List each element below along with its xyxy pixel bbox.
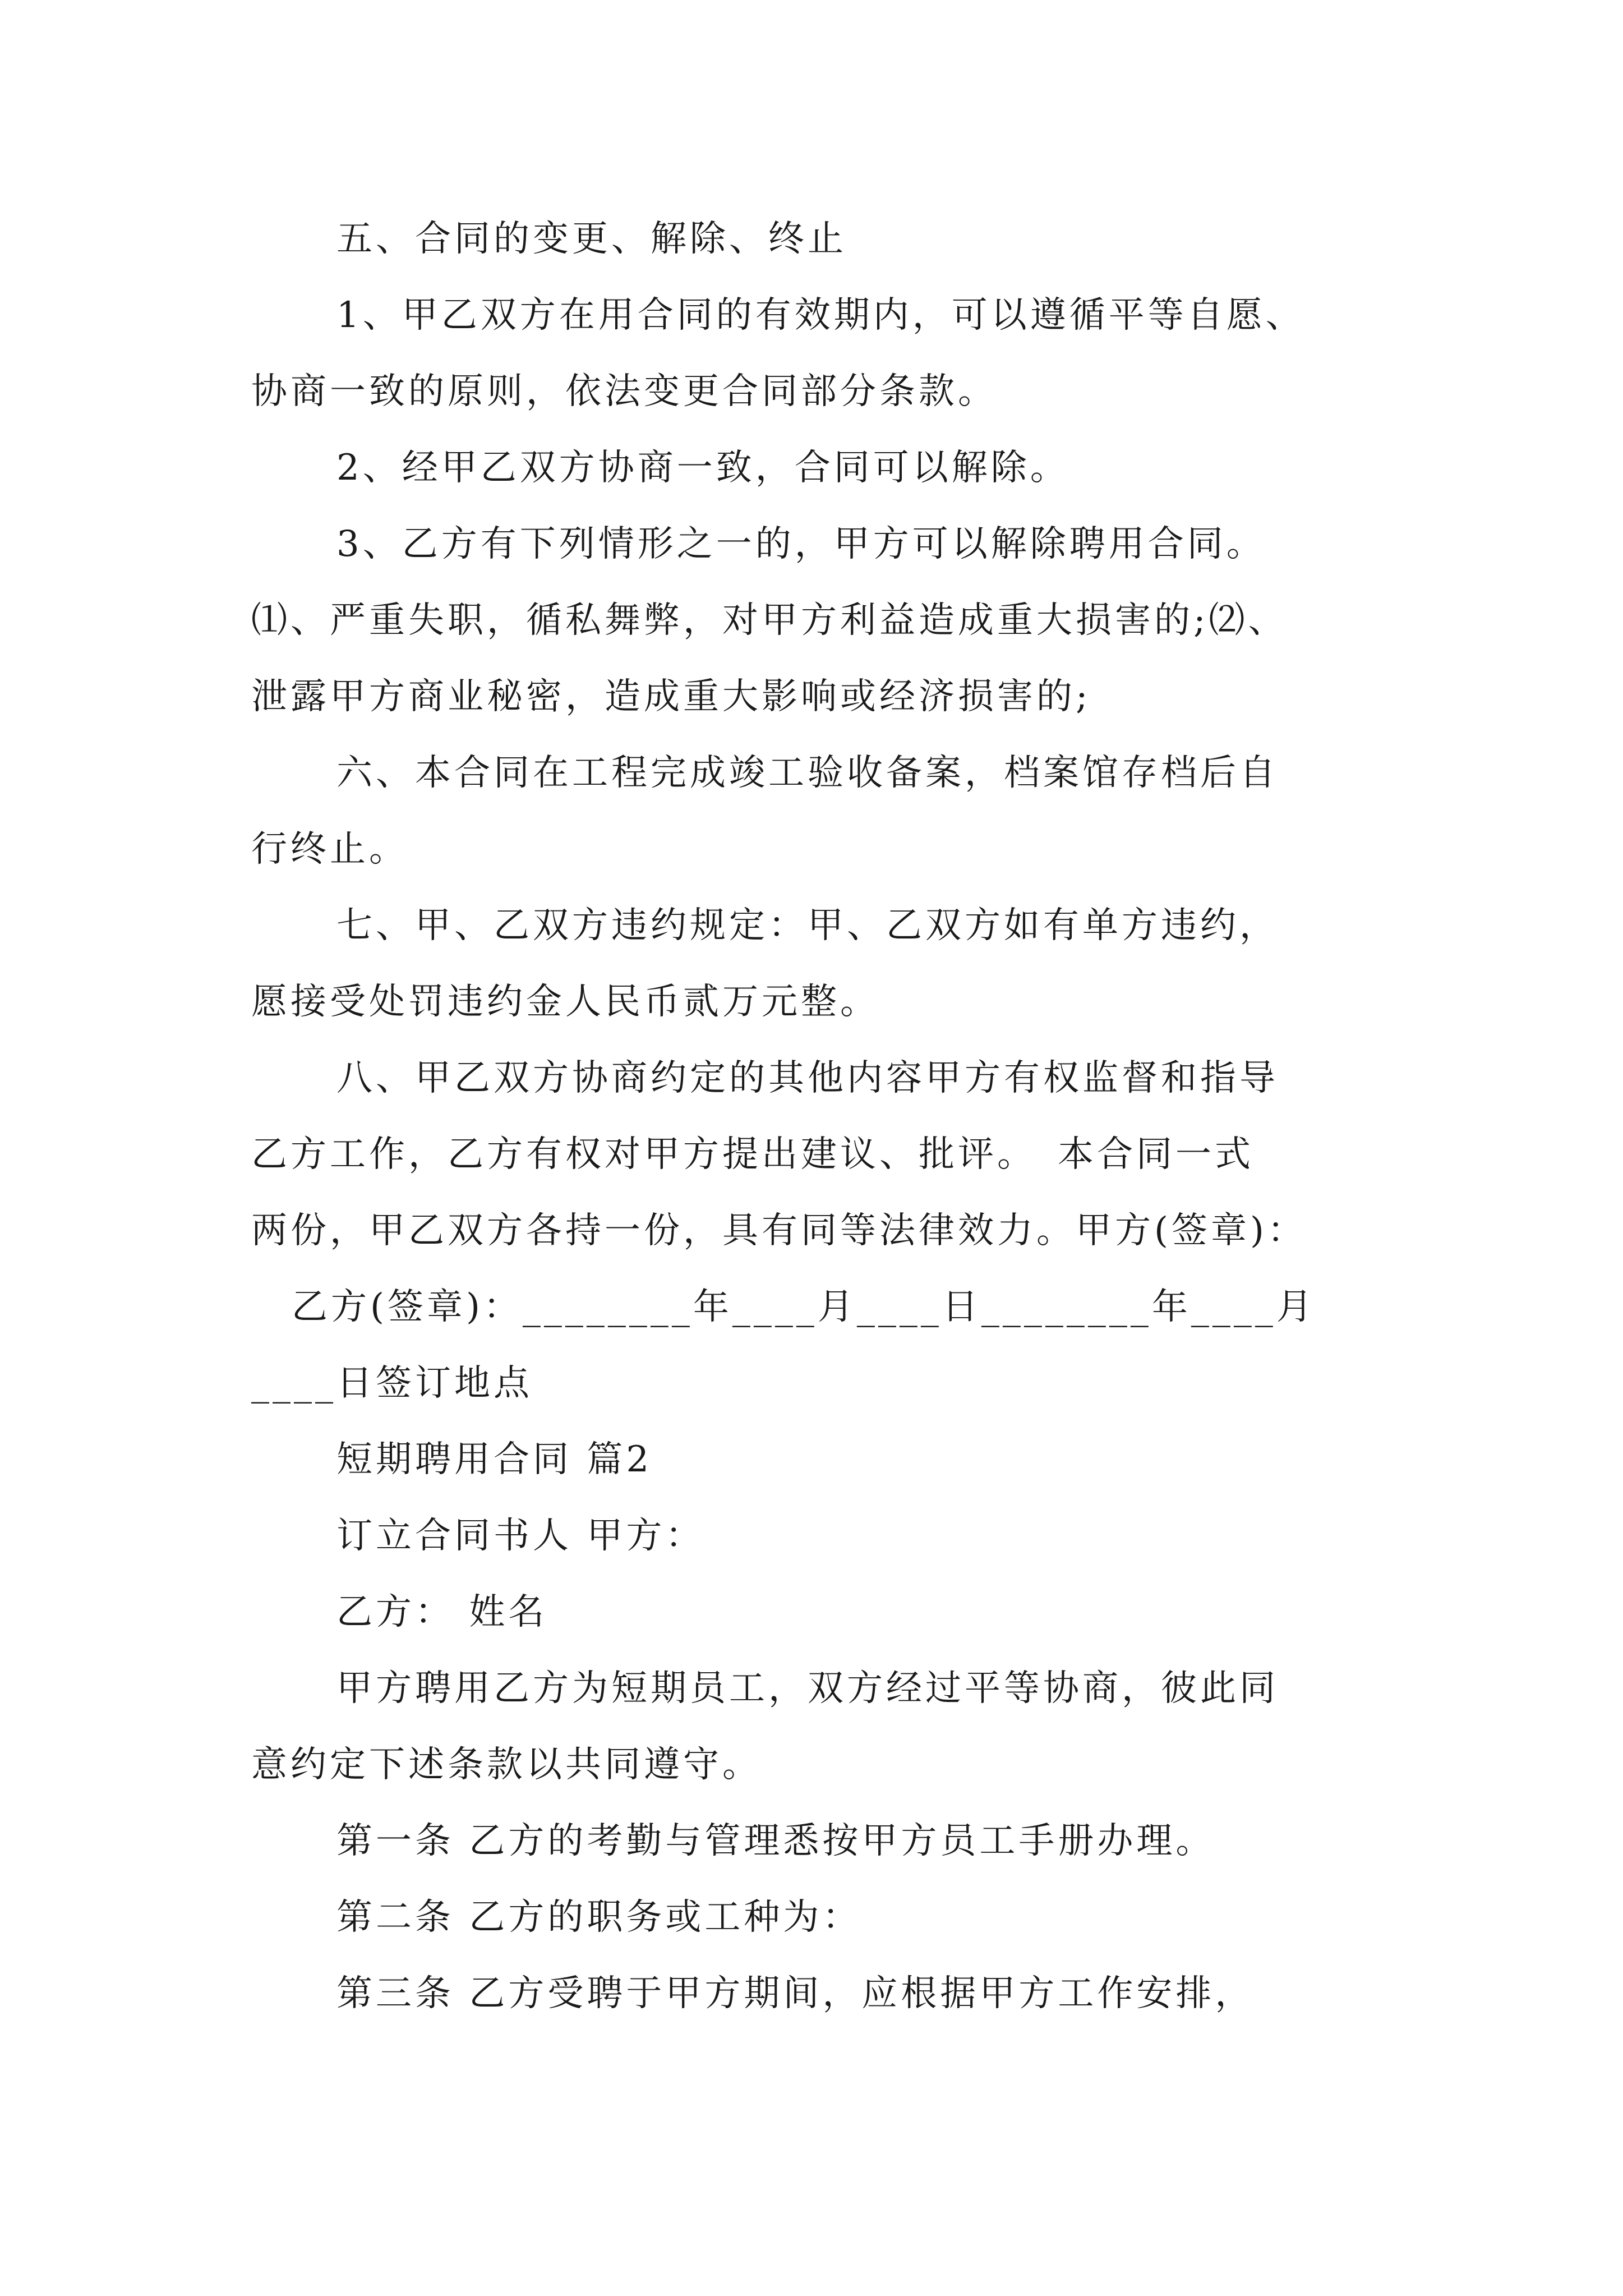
section-8-line-2: 乙方工作，乙方有权对甲方提出建议、批评。 本合同一式 bbox=[251, 1134, 1254, 1175]
section-8-line-3: 两份，甲乙双方各持一份，具有同等法律效力。甲方(签章)： bbox=[251, 1210, 1307, 1251]
clause-5-1-line-2: 协商一致的原则，依法变更合同部分条款。 bbox=[251, 371, 997, 412]
section-6-line-2: 行终止。 bbox=[251, 829, 408, 870]
article-2: 第二条 乙方的职务或工种为： bbox=[336, 1897, 862, 1938]
section-5-heading: 五、合同的变更、解除、终止 bbox=[336, 218, 847, 260]
party-b-line: 乙方： 姓名 bbox=[336, 1591, 548, 1633]
preamble-line-1: 甲方聘用乙方为短期员工，双方经过平等协商，彼此同 bbox=[336, 1668, 1279, 1709]
preamble-line-2: 意约定下述条款以共同遵守。 bbox=[251, 1744, 762, 1786]
signature-date-line: 乙方(签章)：________年____月____日________年____月 bbox=[292, 1286, 1316, 1328]
contract-2-title: 短期聘用合同 篇2 bbox=[336, 1439, 653, 1480]
article-1: 第一条 乙方的考勤与管理悉按甲方员工手册办理。 bbox=[336, 1820, 1215, 1862]
clause-5-1-line-1: 1、甲乙双方在用合同的有效期内，可以遵循平等自愿、 bbox=[336, 295, 1305, 336]
party-a-line: 订立合同书人 甲方： bbox=[336, 1515, 705, 1557]
section-8-line-1: 八、甲乙双方协商约定的其他内容甲方有权监督和指导 bbox=[336, 1057, 1279, 1099]
article-3: 第三条 乙方受聘于甲方期间，应根据甲方工作安排， bbox=[336, 1973, 1255, 2014]
section-7-line-2: 愿接受处罚违约金人民币贰万元整。 bbox=[251, 981, 879, 1023]
clause-5-3-items-line-1: ⑴、严重失职，循私舞弊，对甲方利益造成重大损害的;⑵、 bbox=[251, 600, 1288, 641]
clause-5-3: 3、乙方有下列情形之一的，甲方可以解除聘用合同。 bbox=[336, 523, 1266, 565]
signing-place-line: ____日签订地点 bbox=[251, 1363, 533, 1404]
section-6-line-1: 六、本合同在工程完成竣工验收备案，档案馆存档后自 bbox=[336, 752, 1279, 794]
section-7-line-1: 七、甲、乙双方违约规定：甲、乙双方如有单方违约， bbox=[336, 905, 1279, 946]
clause-5-3-items-line-2: 泄露甲方商业秘密，造成重大影响或经济损害的; bbox=[251, 676, 1091, 717]
clause-5-2: 2、经甲乙双方协商一致，合同可以解除。 bbox=[336, 447, 1069, 489]
